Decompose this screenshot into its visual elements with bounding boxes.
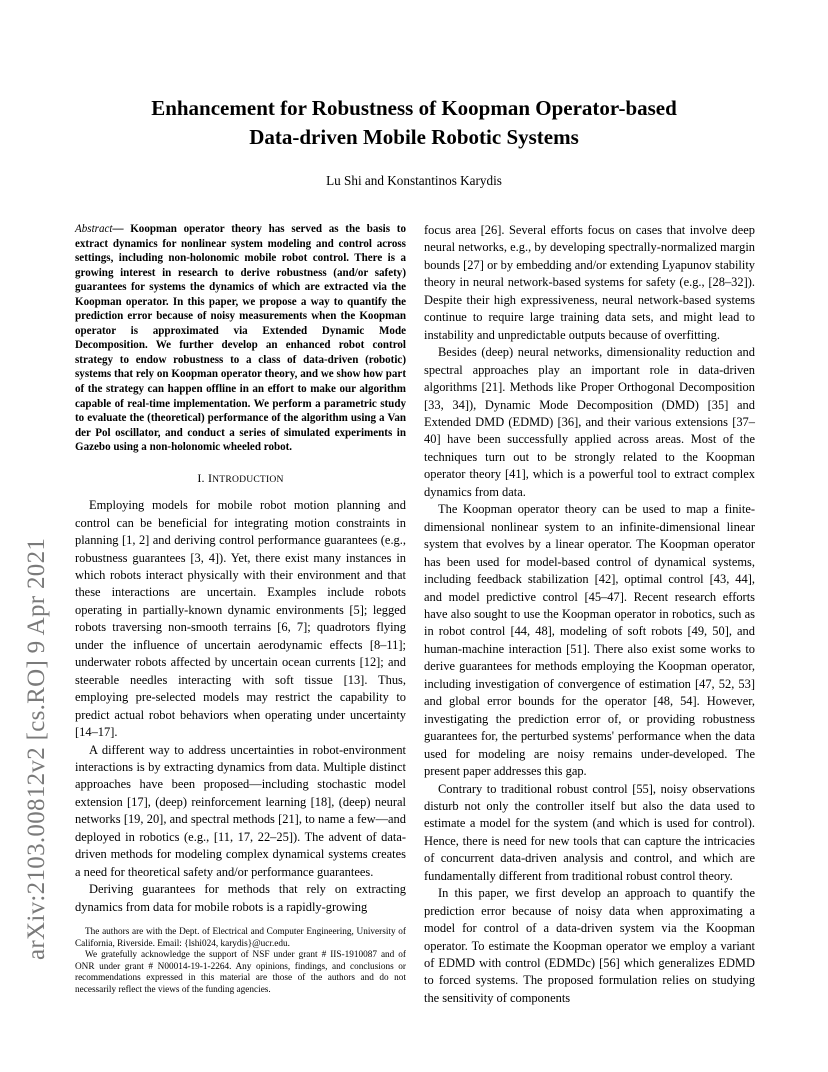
paragraph: Deriving guarantees for methods that rely on extracting dynamics from data for mobile robots is a rapidly-growing [75, 882, 406, 914]
footnote-acknowledgement: We gratefully acknowledge the support of NSF under grant # IIS-1910087 and of ONR under grant # N00014-19-1-2264. Any opinions, findings, and conclusions or recommendations expressed in this material are those of the authors and do not necessarily reflect the views of the funding agencies. [75, 950, 406, 995]
title-line-1: Enhancement for Robustness of Koopman Operator-based [151, 96, 677, 120]
abstract-text: — Koopman operator theory has served as the basis to extract dynamics for nonlinear system modeling and control across settings, including non-holonomic mobile robot control. There is a growing interest in research to derive robustness (and/or safety) guarantees for systems the dynamics of which are extracted via the Koopman operator. In this paper, we propose a way to quantify the prediction error because of noisy measurements when the Koopman operator is approximated via Extended Dynamic Mode Decomposition. We further develop an enhanced robot control strategy to endow robustness to a class of data-driven (robotic) systems that rely on Koopman operator theory, and we show how part of the strategy can happen offline in an effort to make our algorithm capable of real-time implementation. We perform a parametric study to evaluate the (theoretical) performance of the algorithm using a Van der Pol oscillator, and conduct a series of simulated experiments in Gazebo using a non-holonomic wheeled robot. [75, 223, 406, 454]
authors: Lu Shi and Konstantinos Karydis [326, 173, 502, 188]
paragraph: Besides (deep) neural networks, dimensionality reduction and spectral approaches play an important role in data-driven algorithms [21]. Methods like Proper Orthogonal Decomposition [33, 34]), Dynamic Mode Decomposition (DMD) [35] and Extended DMD (EDMD) [36], and their various extensions [37–40] have been successfully applied across areas. Most of the techniques turn out to be strongly related to the Koopman operator theory [41], which is a powerful tool to extract complex dynamics from data. [424, 345, 755, 499]
arxiv-watermark: arXiv:2103.00812v2 [cs.RO] 9 Apr 2021 [23, 537, 50, 960]
paragraph-continued: focus area [26]. Several efforts focus on cases that involve deep neural networks, e.g., by developing spectrally-normalized margin bounds [27] or by embedding and/or extending Lyapunov stability theory in neural network-based systems for safety (e.g., [28–32]). Despite their high expressiveness, neural network-based systems continue to require large training data sets, and might lead to instability and unpredictable outputs because of overfitting. [424, 223, 755, 342]
footnote-affiliation: The authors are with the Dept. of Electrical and Computer Engineering, University of California, Riverside. Email: {lshi024, karydis}@ucr.edu. [75, 927, 406, 949]
paragraph: In this paper, we first develop an approach to quantify the prediction error because of noisy data when approximating a model for control of a data-driven system via the Koopman operator. To estimate the Koopman operator we employ a variant of EDMD with control (EDMDc) [56] which generalizes EDMD to forced systems. The proposed formulation relies on studying the sensitivity of components [424, 886, 755, 1005]
paragraph: Employing models for mobile robot motion planning and control can be beneficial for integrating motion constraints in planning [1, 2] and deriving control performance guarantees (e.g., robustness guarantees [3, 4]). Yet, there exist many instances in which robots interact physically with their environment and that these interactions are uncertain. Examples include robots operating in partially-known dynamic environments [5]; legged robots traversing non-smooth terrains [6, 7]; quadrotors flying under the influence of uncertain aerodynamic effects [8–11]; underwater robots affected by uncertain ocean currents [12]; and steerable needles interacting with soft tissue [13]. Thus, employing pre-selected models may restrict the capability to predict actual robot behaviors when operating under uncertainty [14–17]. [75, 498, 406, 740]
paragraph: The Koopman operator theory can be used to map a finite-dimensional nonlinear system to an infinite-dimensional linear system that evolves by a linear operator. The Koopman operator has been used for model-based control of dynamical systems, including feedback stabilization [42], optimal control [43, 44], and model predictive control [45–47]. Recent research efforts have also sought to use the Koopman operator in robotics, such as in robot control [44, 48], modeling of soft robots [49, 50], and human-machine interaction [51]. There also exist some works to derive guarantees for methods employing the Koopman operator, including investigation of convergence of estimation [47, 52, 53] and global error bounds for the operator [48, 54]. However, investigating the prediction error of, or providing robustness guarantees for, the perturbed systems' performance when the data used for modeling are noisy remains under-developed. The present paper addresses this gap. [424, 502, 755, 779]
paragraph: A different way to address uncertainties in robot-environment interactions is by extracting dynamics from data. Multiple distinct approaches have been proposed—including stochastic model extension [17], (deep) reinforcement learning [18], (deep) neural networks [19, 20], and spectral methods [21], to name a few—and deployed in robotics (e.g., [11, 17, 22–25]). The advent of data-driven methods for modeling complex dynamical systems creates a need for theoretical safety and/or performance guarantees. [75, 742, 406, 879]
left-column [75, 222, 406, 916]
footnotes [75, 927, 406, 996]
abstract [75, 222, 406, 455]
paper-title [90, 94, 738, 152]
section-heading-introduction: I. INTRODUCTION [197, 470, 284, 485]
paragraph: Contrary to traditional robust control [55], noisy observations disturb not only the controller itself but also the data used to estimate a model for the system (and which is used for control). Hence, there is need for new tools that can capture the intricacies of concurrent data-driven analysis and control, and which are fundamentally different from traditional robust control theory. [424, 781, 755, 883]
title-line-2: Data-driven Mobile Robotic Systems [249, 125, 579, 149]
right-column [424, 222, 755, 1007]
abstract-lead: Abstract [75, 223, 113, 235]
